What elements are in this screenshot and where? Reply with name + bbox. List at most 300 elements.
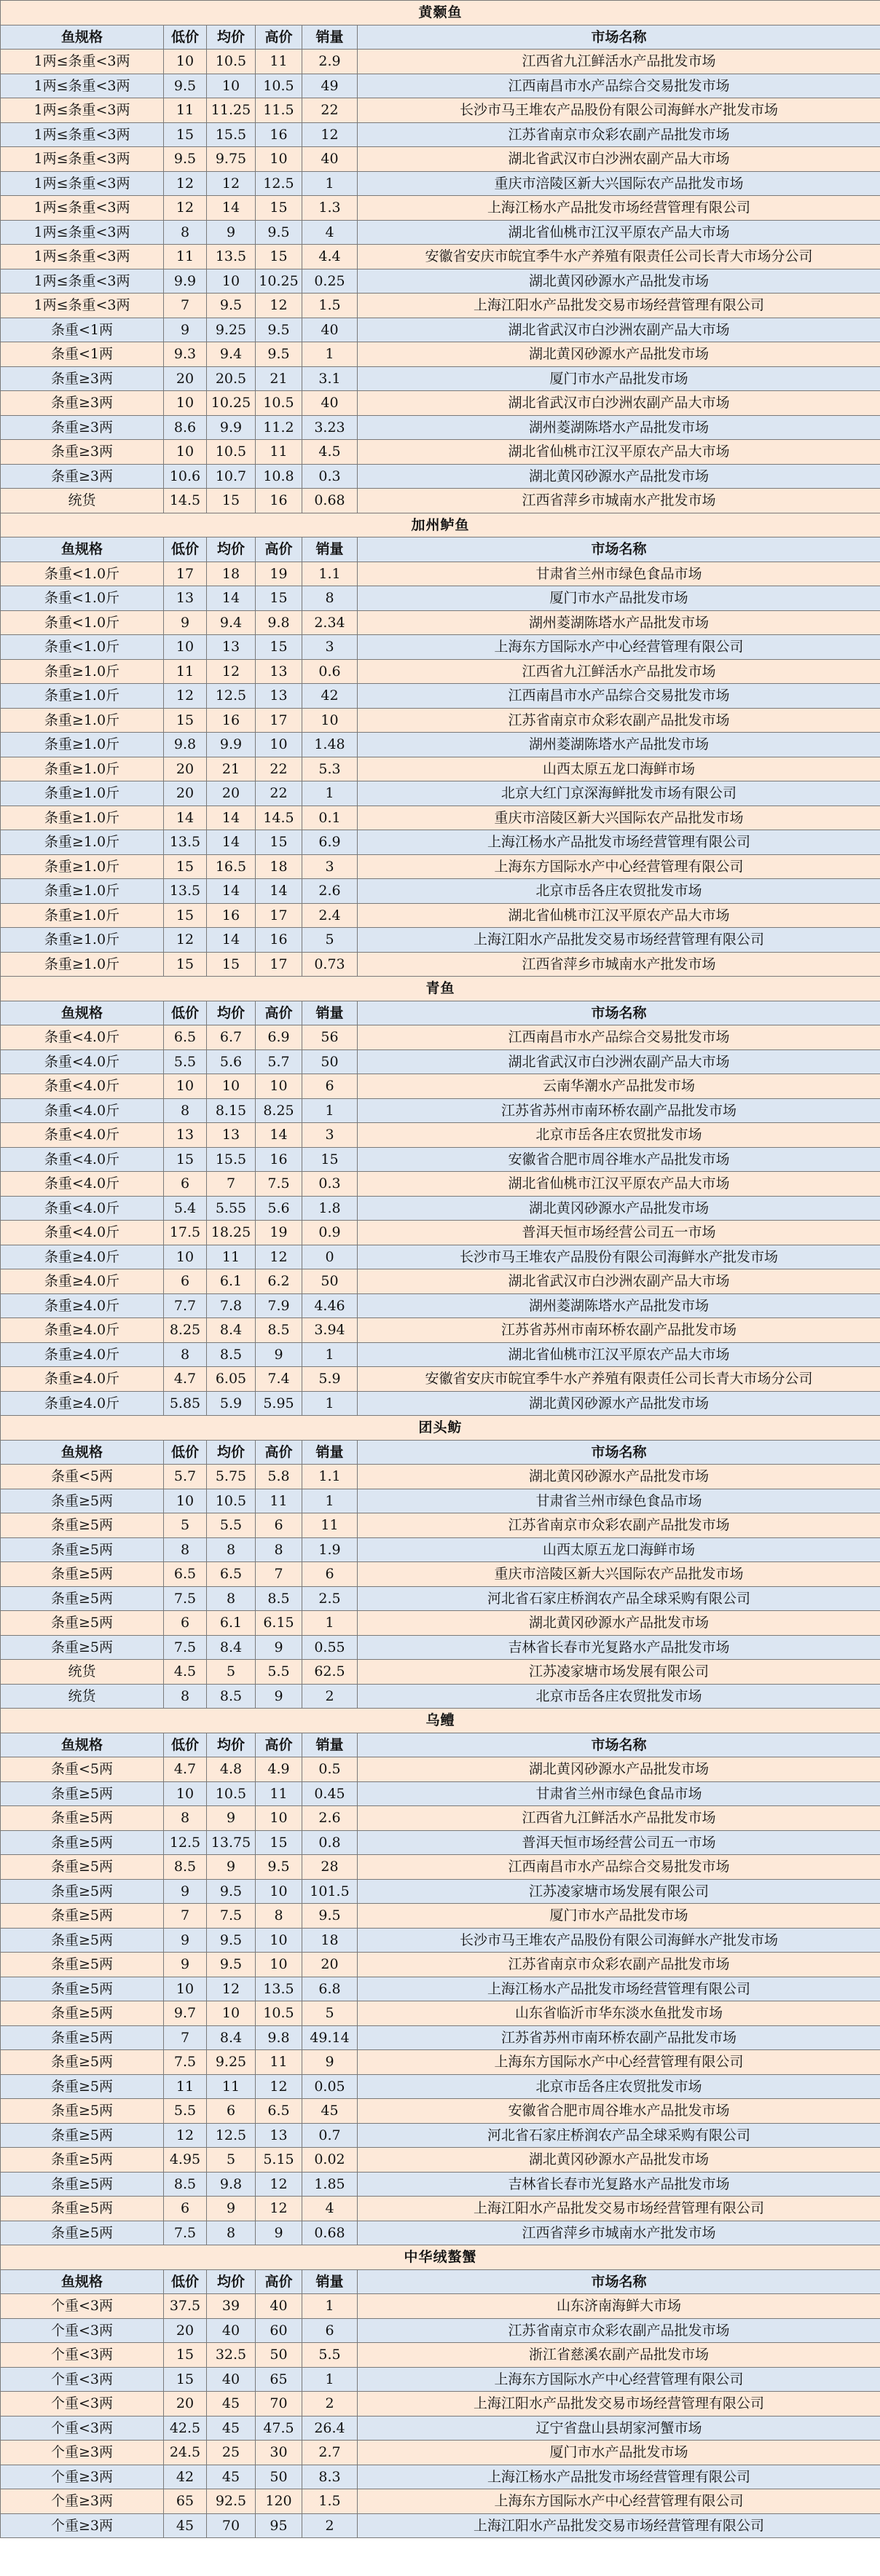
cell-spec: 条重≥3两 [1,415,164,440]
cell-volume: 0.8 [302,1830,358,1855]
cell-high-price: 15 [256,245,302,269]
table-row [1,586,880,611]
cell-market-name: 江西省萍乡市城南水产批发市场 [358,2221,880,2245]
header-high-price: 高价 [256,2269,302,2294]
header-low-price: 低价 [164,537,207,562]
cell-low-price: 42.5 [164,2416,207,2441]
cell-spec: 条重≥5两 [1,1928,164,1953]
cell-volume: 0.5 [302,1757,358,1782]
cell-avg-price: 13 [207,635,256,660]
cell-avg-price: 8.15 [207,1098,256,1123]
table-row [1,220,880,245]
cell-market-name: 湖北省仙桃市江汉平原农产品大市场 [358,1172,880,1197]
cell-avg-price: 5 [207,1660,256,1685]
cell-spec: 条重≥1.0斤 [1,830,164,855]
table-row [1,2025,880,2050]
cell-spec: 条重≥5两 [1,2099,164,2124]
cell-volume: 0 [302,1245,358,1269]
cell-high-price: 16 [256,1147,302,1172]
cell-market-name: 河北省石家庄桥润农产品全球采购有限公司 [358,2123,880,2148]
cell-avg-price: 5.5 [207,1513,256,1538]
cell-low-price: 15 [164,854,207,879]
cell-spec: 个重≥3两 [1,2441,164,2465]
cell-high-price: 7 [256,1562,302,1587]
table-row [1,1025,880,1050]
cell-spec: 条重<1.0斤 [1,610,164,635]
cell-spec: 统货 [1,489,164,513]
cell-spec: 条重<1两 [1,318,164,342]
cell-low-price: 9.5 [164,74,207,98]
header-volume: 销量 [302,2269,358,2294]
cell-high-price: 7.9 [256,1293,302,1318]
cell-high-price: 10 [256,1879,302,1904]
cell-spec: 条重≥5两 [1,2074,164,2099]
cell-spec: 条重<1.0斤 [1,562,164,586]
table-row [1,342,880,367]
cell-spec: 条重≥5两 [1,2197,164,2221]
table-row [1,2050,880,2075]
cell-high-price: 10 [256,733,302,757]
cell-volume: 49 [302,74,358,98]
cell-low-price: 15 [164,1147,207,1172]
cell-spec: 条重<4.0斤 [1,1025,164,1050]
cell-market-name: 北京市岳各庄农贸批发市场 [358,2074,880,2099]
cell-high-price: 10 [256,1806,302,1831]
cell-avg-price: 9 [207,220,256,245]
cell-volume: 0.02 [302,2148,358,2173]
cell-high-price: 13 [256,2123,302,2148]
cell-volume: 11 [302,1513,358,1538]
section-title-row [1,1416,880,1441]
cell-avg-price: 7.5 [207,1904,256,1929]
table-row [1,1660,880,1685]
cell-avg-price: 9 [207,2197,256,2221]
cell-volume: 0.1 [302,806,358,830]
cell-avg-price: 14 [207,928,256,953]
cell-avg-price: 15.5 [207,122,256,147]
cell-market-name: 上海江阳水产品批发交易市场经营管理有限公司 [358,294,880,318]
cell-avg-price: 14 [207,830,256,855]
section-title: 加州鲈鱼 [1,513,880,537]
table-row [1,1269,880,1294]
cell-high-price: 9 [256,1342,302,1367]
cell-high-price: 8 [256,1904,302,1929]
cell-volume: 4.4 [302,245,358,269]
table-row [1,2489,880,2514]
header-low-price: 低价 [164,1001,207,1025]
column-header-row [1,1440,880,1465]
cell-volume: 0.7 [302,2123,358,2148]
header-avg-price: 均价 [207,25,256,50]
cell-spec: 条重≥1.0斤 [1,854,164,879]
cell-low-price: 8 [164,1537,207,1562]
cell-low-price: 5.7 [164,1465,207,1489]
cell-spec: 条重≥5两 [1,1562,164,1587]
cell-spec: 统货 [1,1684,164,1709]
cell-market-name: 山东省临沂市华东淡水鱼批发市场 [358,2001,880,2026]
cell-volume: 0.9 [302,1221,358,1245]
cell-avg-price: 18.25 [207,1221,256,1245]
cell-avg-price: 10 [207,74,256,98]
cell-market-name: 湖北省仙桃市江汉平原农产品大市场 [358,220,880,245]
cell-low-price: 5.5 [164,1049,207,1074]
table-row [1,1172,880,1197]
table-row [1,2465,880,2489]
column-header-row [1,2269,880,2294]
table-row [1,610,880,635]
cell-low-price: 11 [164,2074,207,2099]
cell-market-name: 江苏省南京市众彩农副产品批发市场 [358,708,880,733]
cell-avg-price: 9.8 [207,2172,256,2197]
cell-high-price: 11 [256,2050,302,2075]
table-row [1,879,880,904]
table-row [1,562,880,586]
cell-volume: 1 [302,2367,358,2392]
table-row [1,464,880,489]
cell-spec: 条重≥3两 [1,366,164,391]
cell-high-price: 10.8 [256,464,302,489]
cell-market-name: 厦门市水产品批发市场 [358,1904,880,1929]
cell-spec: 条重<4.0斤 [1,1221,164,1245]
cell-market-name: 吉林省长春市光复路水产品批发市场 [358,2172,880,2197]
cell-spec: 条重≥5两 [1,2001,164,2026]
cell-volume: 6 [302,2318,358,2343]
section-title-row [1,977,880,1001]
table-row [1,903,880,928]
cell-low-price: 9 [164,1879,207,1904]
cell-market-name: 浙江省慈溪农副产品批发市场 [358,2343,880,2368]
cell-market-name: 江苏省苏州市南环桥农副产品批发市场 [358,2025,880,2050]
cell-volume: 2.4 [302,903,358,928]
table-row [1,1245,880,1269]
cell-volume: 1 [302,781,358,806]
cell-spec: 条重≥4.0斤 [1,1391,164,1416]
cell-low-price: 6.5 [164,1562,207,1587]
cell-volume: 2.5 [302,1586,358,1611]
cell-spec: 1两≤条重<3两 [1,122,164,147]
cell-high-price: 22 [256,781,302,806]
cell-market-name: 江西省萍乡市城南水产批发市场 [358,489,880,513]
cell-market-name: 长沙市马王堆农产品股份有限公司海鲜水产批发市场 [358,1245,880,1269]
cell-low-price: 24.5 [164,2441,207,2465]
cell-low-price: 6 [164,2197,207,2221]
cell-high-price: 7.5 [256,1172,302,1197]
cell-high-price: 13.5 [256,1977,302,2001]
cell-avg-price: 5.75 [207,1465,256,1489]
cell-avg-price: 9.5 [207,294,256,318]
cell-spec: 个重≥3两 [1,2489,164,2514]
cell-market-name: 上海江阳水产品批发交易市场经营管理有限公司 [358,2392,880,2417]
table-row [1,1221,880,1245]
table-row [1,1342,880,1367]
cell-market-name: 甘肃省兰州市绿色食品市场 [358,562,880,586]
cell-market-name: 江西南昌市水产品综合交易批发市场 [358,1025,880,1050]
table-row [1,1513,880,1538]
cell-market-name: 江西省九江鲜活水产品批发市场 [358,50,880,74]
cell-avg-price: 6.7 [207,1025,256,1050]
cell-avg-price: 10.7 [207,464,256,489]
cell-low-price: 9 [164,318,207,342]
cell-high-price: 21 [256,366,302,391]
cell-market-name: 普洱天恒市场经营公司五一市场 [358,1221,880,1245]
table-row [1,1611,880,1636]
cell-high-price: 11 [256,1489,302,1513]
table-row [1,171,880,196]
section-title: 青鱼 [1,977,880,1001]
cell-high-price: 15 [256,830,302,855]
cell-volume: 0.6 [302,659,358,684]
cell-high-price: 10.5 [256,391,302,416]
table-row [1,1489,880,1513]
cell-volume: 4 [302,220,358,245]
cell-spec: 条重≥5两 [1,1855,164,1880]
cell-avg-price: 12.5 [207,684,256,709]
cell-low-price: 10 [164,1489,207,1513]
section-title-row [1,513,880,537]
cell-spec: 条重<5两 [1,1757,164,1782]
cell-high-price: 7.4 [256,1367,302,1392]
cell-low-price: 10 [164,440,207,465]
cell-low-price: 10 [164,391,207,416]
cell-volume: 10 [302,708,358,733]
cell-high-price: 5.15 [256,2148,302,2173]
cell-spec: 条重<5两 [1,1465,164,1489]
cell-low-price: 15 [164,952,207,977]
header-high-price: 高价 [256,537,302,562]
cell-market-name: 湖北省武汉市白沙洲农副产品大市场 [358,147,880,172]
header-avg-price: 均价 [207,1001,256,1025]
cell-high-price: 95 [256,2513,302,2538]
header-low-price: 低价 [164,25,207,50]
cell-spec: 条重≥1.0斤 [1,781,164,806]
cell-low-price: 12 [164,928,207,953]
table-row [1,1465,880,1489]
cell-volume: 0.73 [302,952,358,977]
header-market-name: 市场名称 [358,1001,880,1025]
cell-low-price: 8 [164,1342,207,1367]
table-row [1,854,880,879]
header-high-price: 高价 [256,1440,302,1465]
cell-high-price: 60 [256,2318,302,2343]
cell-market-name: 江西南昌市水产品综合交易批发市场 [358,1855,880,1880]
cell-volume: 40 [302,147,358,172]
price-table-body [1,1,880,2538]
cell-spec: 条重≥1.0斤 [1,708,164,733]
cell-high-price: 9.5 [256,318,302,342]
cell-high-price: 14.5 [256,806,302,830]
cell-high-price: 10.25 [256,269,302,294]
cell-high-price: 11 [256,50,302,74]
header-avg-price: 均价 [207,1440,256,1465]
cell-volume: 40 [302,391,358,416]
cell-market-name: 湖北黄冈砂源水产品批发市场 [358,269,880,294]
cell-volume: 5.9 [302,1367,358,1392]
table-row [1,757,880,781]
cell-high-price: 6 [256,1513,302,1538]
cell-market-name: 江苏省苏州市南环桥农副产品批发市场 [358,1318,880,1343]
cell-low-price: 6 [164,1172,207,1197]
cell-avg-price: 5 [207,2148,256,2173]
cell-market-name: 湖北省武汉市白沙洲农副产品大市场 [358,1269,880,1294]
column-header-row [1,25,880,50]
table-row [1,1196,880,1221]
cell-spec: 条重<1两 [1,342,164,367]
cell-low-price: 9.3 [164,342,207,367]
table-row [1,1123,880,1148]
cell-avg-price: 9.4 [207,342,256,367]
cell-avg-price: 9.9 [207,415,256,440]
cell-spec: 条重≥5两 [1,1489,164,1513]
cell-avg-price: 18 [207,562,256,586]
cell-spec: 1两≤条重<3两 [1,171,164,196]
cell-avg-price: 9.5 [207,1928,256,1953]
cell-avg-price: 21 [207,757,256,781]
cell-high-price: 12 [256,2197,302,2221]
header-low-price: 低价 [164,2269,207,2294]
cell-volume: 3 [302,1123,358,1148]
cell-low-price: 7.5 [164,1586,207,1611]
cell-spec: 条重≥5两 [1,2025,164,2050]
cell-spec: 个重<3两 [1,2416,164,2441]
table-row [1,2318,880,2343]
table-row [1,1830,880,1855]
cell-low-price: 8 [164,1806,207,1831]
cell-high-price: 10.5 [256,2001,302,2026]
cell-high-price: 12.5 [256,171,302,196]
cell-low-price: 11 [164,98,207,123]
cell-volume: 50 [302,1049,358,1074]
cell-avg-price: 7.8 [207,1293,256,1318]
cell-avg-price: 8.5 [207,1684,256,1709]
cell-volume: 1.1 [302,1465,358,1489]
cell-avg-price: 5.6 [207,1049,256,1074]
cell-low-price: 11 [164,245,207,269]
cell-low-price: 8 [164,1098,207,1123]
cell-avg-price: 10.5 [207,50,256,74]
cell-spec: 条重≥5两 [1,2221,164,2245]
cell-avg-price: 92.5 [207,2489,256,2514]
cell-volume: 49.14 [302,2025,358,2050]
cell-spec: 条重≥5两 [1,1830,164,1855]
cell-market-name: 湖州菱湖陈塔水产品批发市场 [358,1293,880,1318]
cell-avg-price: 15 [207,952,256,977]
cell-low-price: 4.7 [164,1757,207,1782]
table-row [1,2001,880,2026]
cell-volume: 3 [302,854,358,879]
header-market-name: 市场名称 [358,1440,880,1465]
cell-avg-price: 8 [207,2221,256,2245]
cell-high-price: 18 [256,854,302,879]
cell-volume: 2.6 [302,1806,358,1831]
table-row [1,1147,880,1172]
cell-high-price: 12 [256,294,302,318]
header-avg-price: 均价 [207,1733,256,1757]
cell-low-price: 7.5 [164,2050,207,2075]
header-spec: 鱼规格 [1,25,164,50]
cell-high-price: 15 [256,586,302,611]
table-row [1,2221,880,2245]
cell-spec: 条重<4.0斤 [1,1049,164,1074]
cell-market-name: 上海江阳水产品批发交易市场经营管理有限公司 [358,2197,880,2221]
cell-spec: 1两≤条重<3两 [1,74,164,98]
cell-market-name: 上海江阳水产品批发交易市场经营管理有限公司 [358,928,880,953]
cell-volume: 2.7 [302,2441,358,2465]
cell-avg-price: 10 [207,2001,256,2026]
cell-high-price: 15 [256,635,302,660]
cell-market-name: 安徽省安庆市皖宜季牛水产养殖有限责任公司长青大市场分公司 [358,245,880,269]
table-row [1,269,880,294]
table-row [1,928,880,953]
cell-avg-price: 12.5 [207,2123,256,2148]
cell-spec: 1两≤条重<3两 [1,196,164,221]
cell-low-price: 14 [164,806,207,830]
section-title-row [1,2245,880,2270]
cell-high-price: 8.25 [256,1098,302,1123]
cell-high-price: 10 [256,147,302,172]
cell-market-name: 湖北黄冈砂源水产品批发市场 [358,1391,880,1416]
table-row [1,1635,880,1660]
cell-spec: 条重≥1.0斤 [1,733,164,757]
table-row [1,1586,880,1611]
header-volume: 销量 [302,1001,358,1025]
cell-volume: 15 [302,1147,358,1172]
cell-high-price: 11.2 [256,415,302,440]
header-market-name: 市场名称 [358,1733,880,1757]
cell-volume: 12 [302,122,358,147]
cell-avg-price: 16 [207,903,256,928]
cell-market-name: 北京市岳各庄农贸批发市场 [358,879,880,904]
cell-volume: 45 [302,2099,358,2124]
cell-low-price: 12 [164,171,207,196]
cell-spec: 条重≥5两 [1,1537,164,1562]
cell-market-name: 湖北黄冈砂源水产品批发市场 [358,1611,880,1636]
cell-low-price: 15 [164,708,207,733]
cell-avg-price: 11.25 [207,98,256,123]
cell-spec: 条重≥4.0斤 [1,1318,164,1343]
cell-high-price: 10 [256,1074,302,1099]
header-high-price: 高价 [256,1733,302,1757]
header-volume: 销量 [302,1440,358,1465]
cell-low-price: 7.5 [164,2221,207,2245]
cell-high-price: 16 [256,122,302,147]
cell-high-price: 13 [256,684,302,709]
cell-market-name: 云南华潮水产品批发市场 [358,1074,880,1099]
table-row [1,1049,880,1074]
cell-spec: 条重≥1.0斤 [1,952,164,977]
cell-high-price: 12 [256,1245,302,1269]
cell-avg-price: 40 [207,2318,256,2343]
cell-low-price: 10.6 [164,464,207,489]
cell-volume: 50 [302,1269,358,1294]
table-row [1,952,880,977]
cell-volume: 5.5 [302,2343,358,2368]
cell-market-name: 长沙市马王堆农产品股份有限公司海鲜水产批发市场 [358,98,880,123]
cell-market-name: 河北省石家庄桥润农产品全球采购有限公司 [358,1586,880,1611]
cell-avg-price: 11 [207,1245,256,1269]
table-row [1,2148,880,2173]
cell-market-name: 江苏凌家塘市场发展有限公司 [358,1660,880,1685]
cell-high-price: 9 [256,2221,302,2245]
cell-volume: 1.5 [302,2489,358,2514]
cell-spec: 条重≥5两 [1,1977,164,2001]
cell-spec: 1两≤条重<3两 [1,147,164,172]
cell-low-price: 9.7 [164,2001,207,2026]
cell-low-price: 10 [164,1074,207,1099]
cell-high-price: 9 [256,1635,302,1660]
header-high-price: 高价 [256,1001,302,1025]
cell-market-name: 厦门市水产品批发市场 [358,586,880,611]
cell-volume: 0.68 [302,489,358,513]
